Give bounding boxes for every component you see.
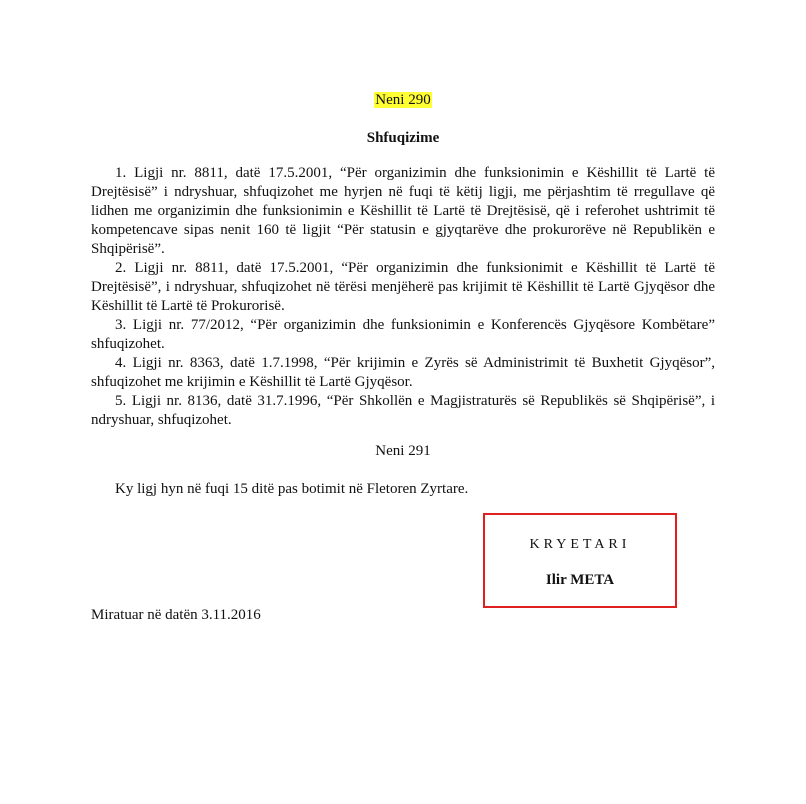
article-290-body [91,164,715,430]
signature-box [483,513,677,608]
paragraph-3: 3. Ligji nr. 77/2012, “Për organizimin dhe funksionimin e Konferencës Gjyqësore Kombëtare” shfuqizohet. [91,317,715,352]
paragraph-5: 5. Ligji nr. 8136, datë 31.7.1996, “Për Shkollën e Magjistraturës së Republikës së Shqipërisë”, i ndryshuar, shfuqizohet. [91,393,715,428]
paragraph-4: 4. Ligji nr. 8363, datë 1.7.1998, “Për krijimin e Zyrës së Administrimit të Buxhetit Gjyqësor”, shfuqizohet me krijimin e Këshillit të Lartë Gjyqësor. [91,355,715,390]
paragraph-2: 2. Ligji nr. 8811, datë 17.5.2001, “Për organizimin dhe funksionimit e Këshillit të Lartë të Drejtësisë”, i ndryshuar, shfuqizohet në tërësi menjëherë pas krijimit të Këshillit të Lartë Gjyqësor dhe Këshillit të Lartë të Prokurorisë. [91,260,715,314]
highlighted-article-number: Neni 290 [375,92,431,108]
entry-into-force-text: Ky ligj hyn në fuqi 15 ditë pas botimit në Fletoren Zyrtare. [115,481,469,497]
article-290-heading [0,92,806,109]
approval-date: Miratuar në datën 3.11.2016 [91,607,261,623]
signature-title: KRYETARI [529,537,631,552]
paragraph-1: 1. Ligji nr. 8811, datë 17.5.2001, “Për organizimin dhe funksionimin e Këshillit të Lartë të Drejtësisë” i ndryshuar, shfuqizohet me hyrjen në fuqi të këtij ligji, me përjashtim të rregullave që lidhen me organizimin dhe funksionimin e Këshillit të Lartë të Drejtësisë, që i referohet ushtrimit të kompetencave sipas nenit 160 të ligjit “Për statusin e gjyqtarëve dhe prokurorëve në Republikën e Shqipërisë”. [91,165,715,257]
article-291-heading: Neni 291 [375,443,431,459]
article-290-title: Shfuqizime [366,130,440,146]
signatory-name: Ilir META [545,572,615,588]
